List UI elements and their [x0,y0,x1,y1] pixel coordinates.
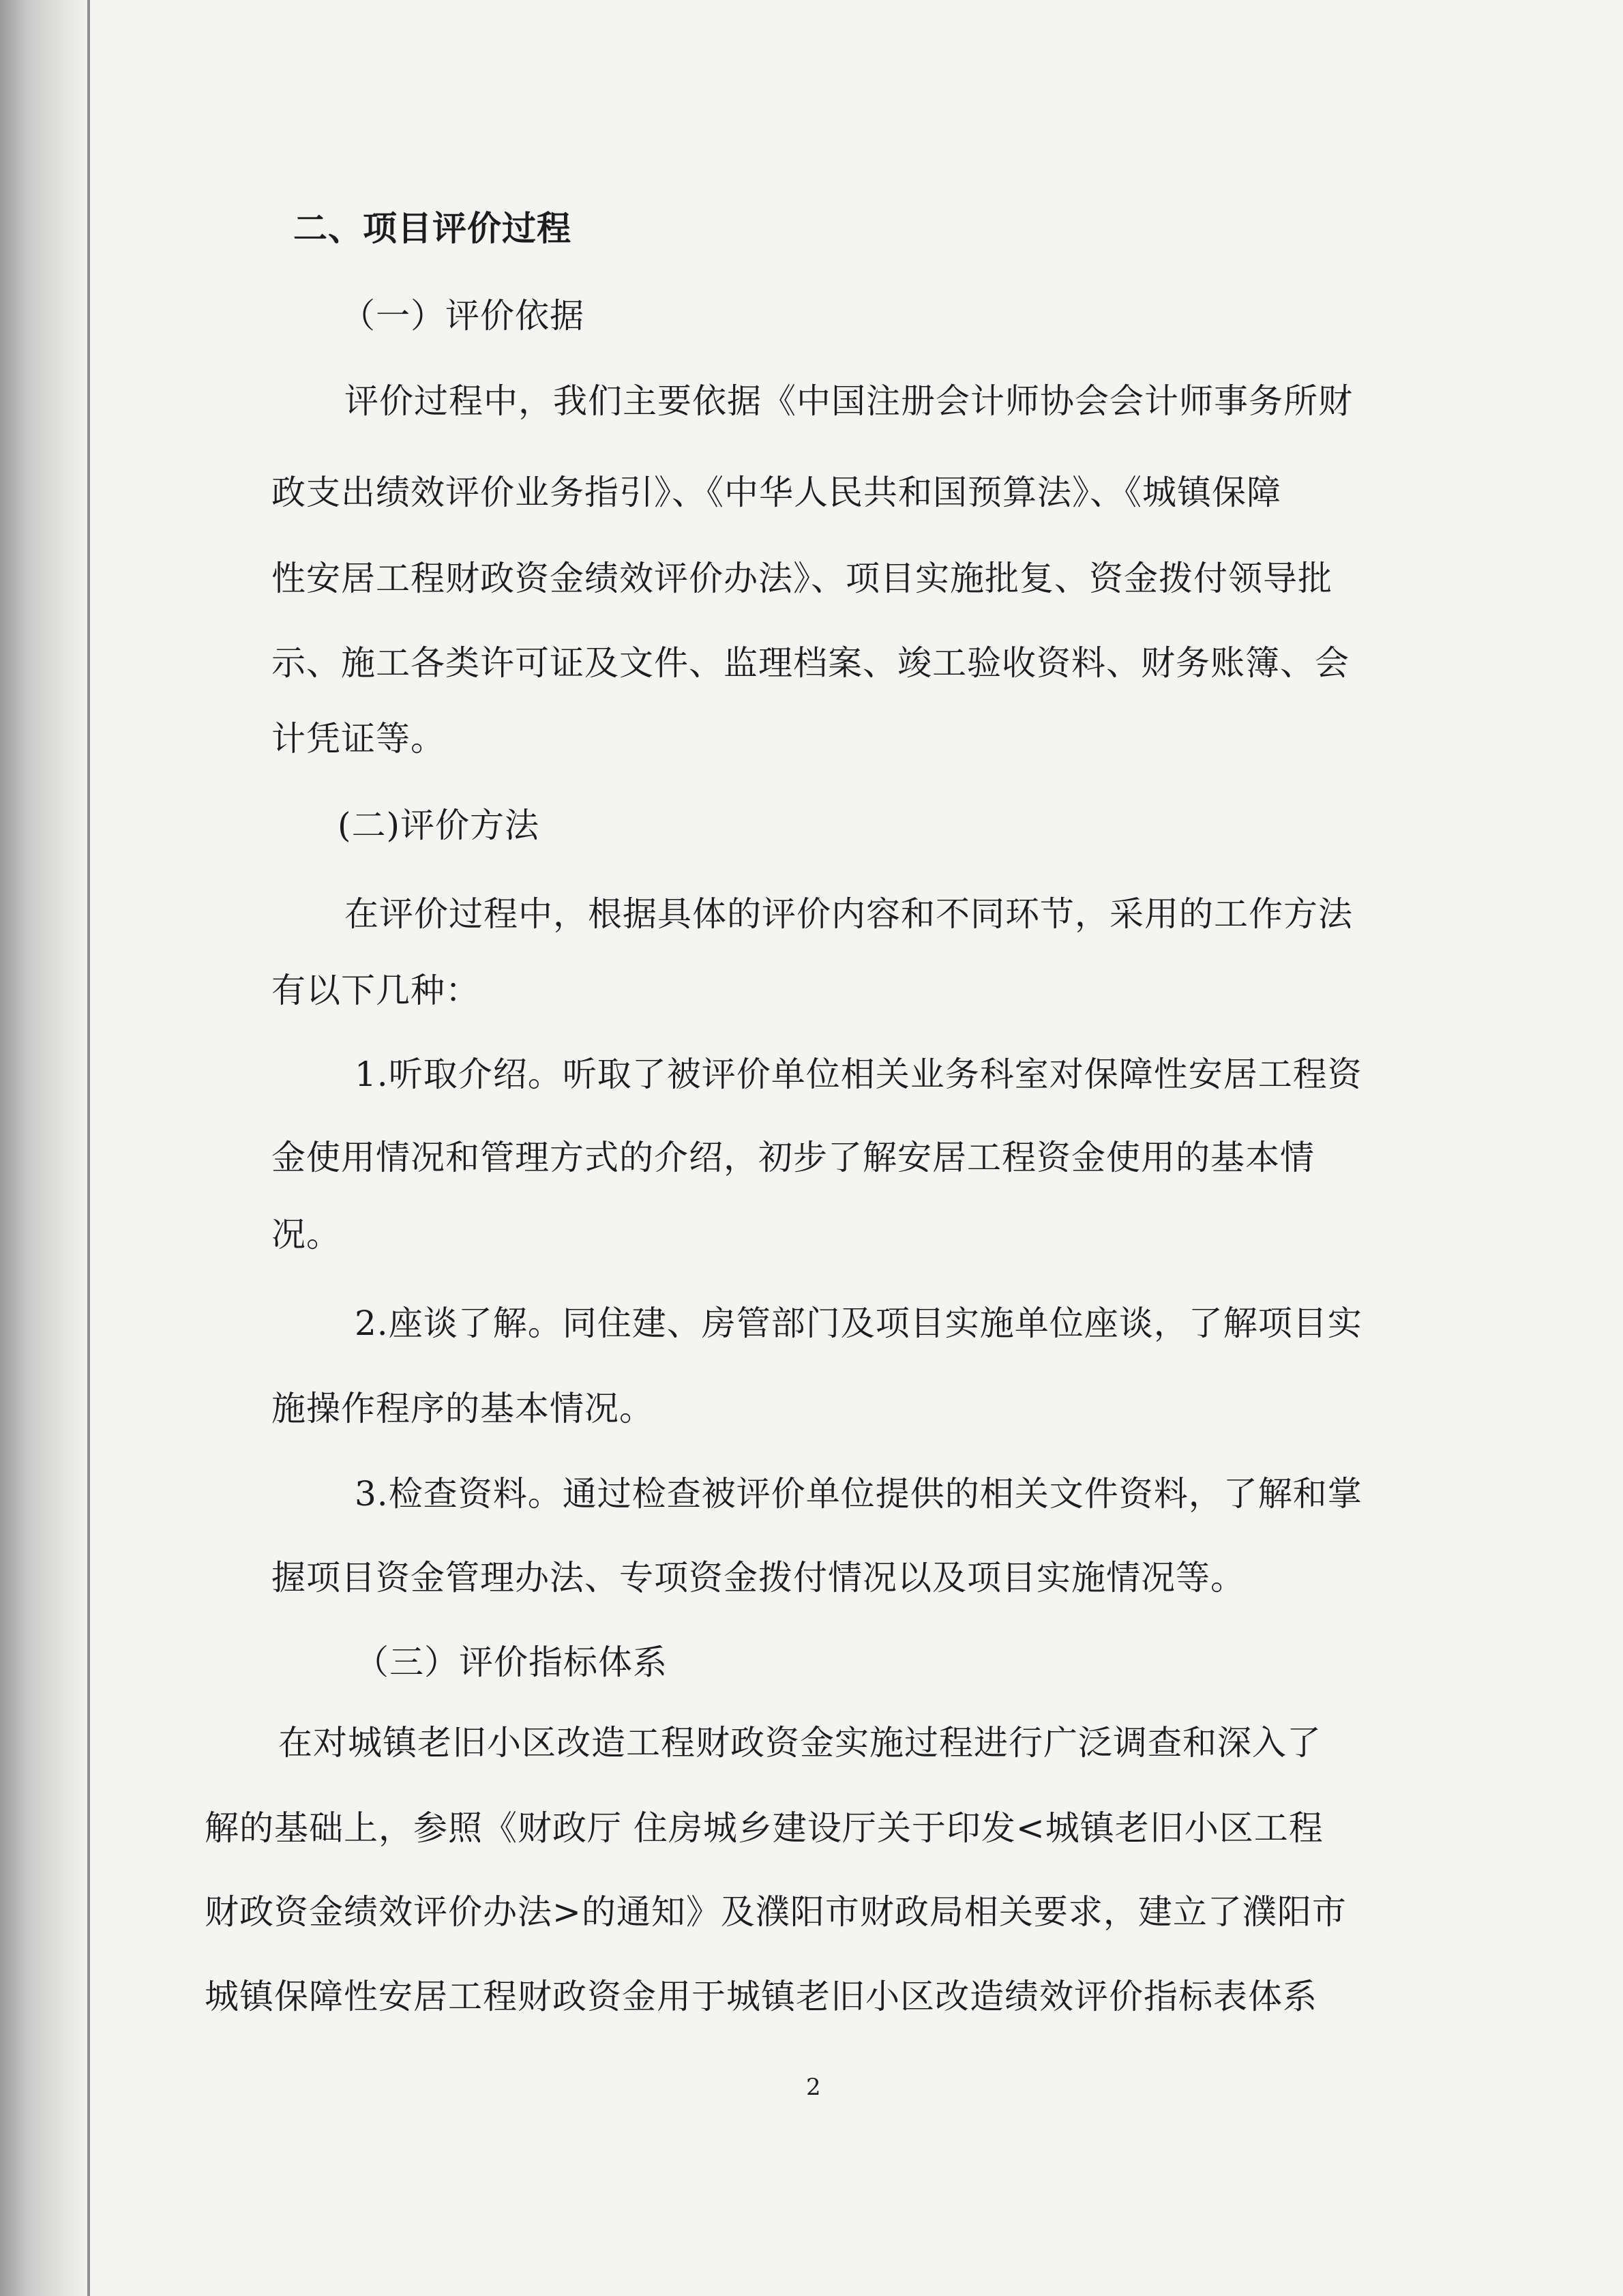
list-item-line: 1.听取介绍。听取了被评价单位相关业务科室对保障性安居工程资 [355,1055,1363,1094]
subsection-title-indicators: （三）评价指标体系 [355,1643,668,1682]
paragraph-line: 计凭证等。 [271,719,445,759]
paragraph-line: 解的基础上，参照《财政厅 住房城乡建设厅关于印发<城镇老旧小区工程 [205,1808,1324,1848]
paragraph-line: 性安居工程财政资金绩效评价办法》、项目实施批复、资金拨付领导批 [271,559,1332,598]
paragraph-line: 示、施工各类许可证及文件、监理档案、竣工验收资料、财务账簿、会 [271,643,1350,683]
paragraph-line: 财政资金绩效评价办法>的通知》及濮阳市财政局相关要求，建立了濮阳市 [205,1892,1347,1932]
section-title: 二、项目评价过程 [293,208,571,248]
list-item-line: 况。 [271,1215,341,1254]
list-item-line: 施操作程序的基本情况。 [271,1389,654,1428]
list-item-line: 2.座谈了解。同住建、房管部门及项目实施单位座谈，了解项目实 [355,1304,1363,1343]
page-number: 2 [806,2074,821,2101]
list-item-line: 握项目资金管理办法、专项资金拨付情况以及项目实施情况等。 [271,1558,1245,1598]
paragraph-line: 在对城镇老旧小区改造工程财政资金实施过程进行广泛调查和深入了 [278,1723,1322,1763]
paragraph-line: 政支出绩效评价业务指引》、《中华人民共和国预算法》、《城镇保障 [271,473,1281,512]
list-item-line: 金使用情况和管理方式的介绍，初步了解安居工程资金使用的基本情 [271,1138,1315,1177]
paragraph-line: 评价过程中，我们主要依据《中国注册会计师协会会计师事务所财 [344,381,1353,421]
list-item-line: 3.检查资料。通过检查被评价单位提供的相关文件资料，了解和掌 [355,1474,1363,1514]
subsection-title-method: (二)评价方法 [338,806,540,845]
paragraph-line: 在评价过程中，根据具体的评价内容和不同环节，采用的工作方法 [344,894,1353,934]
paragraph-line: 有以下几种： [271,971,480,1010]
subsection-title-basis: （一）评价依据 [341,296,584,336]
paragraph-line: 城镇保障性安居工程财政资金用于城镇老旧小区改造绩效评价指标表体系 [205,1977,1317,2016]
